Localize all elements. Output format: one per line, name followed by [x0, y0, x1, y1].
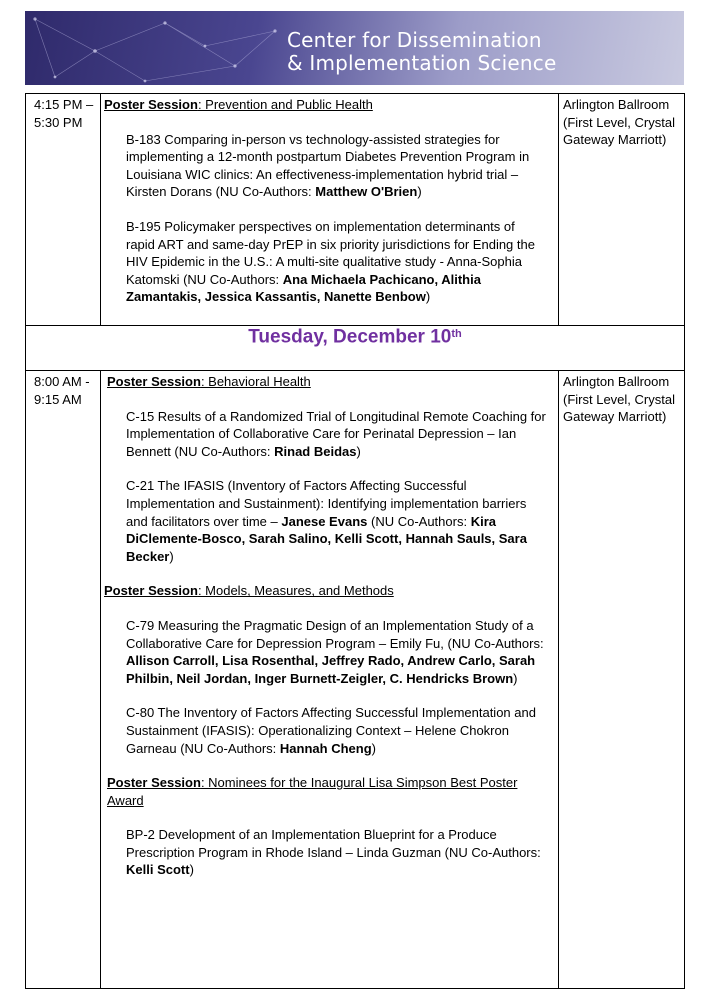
schedule-table [25, 93, 685, 989]
time-start: 4:15 PM – [34, 97, 94, 112]
schedule-row-1 [26, 94, 685, 326]
session-heading: Poster Session: Prevention and Public Health [104, 97, 373, 112]
location-cell: Arlington Ballroom (First Level, Crystal Gateway Marriott) [559, 94, 685, 326]
schedule-row-2 [26, 371, 685, 989]
poster-entry-b195: B-195 Policymaker perspectives on implementation determinants of rapid ART and same-day PrEP in six priority jurisdictions for Ending the HIV Epidemic in the U.S.: A multi-site qualitative study - Anna-Sophia Katomski (NU Co-Authors: Ana Michaela Pachicano, Alithia Zamantakis, Jessica Kassantis, Nanette Benbow) [126, 218, 535, 305]
org-name-line1: Center for Dissemination [287, 28, 542, 52]
org-name-line2: & Implementation Science [287, 51, 557, 75]
poster-entry-b183: B-183 Comparing in-person vs technology-assisted strategies for implementing a 12-month postpartum Diabetes Prevention Program in Louisiana WIC clinics: An effectiveness-implementation hybrid trial – Kirsten Dorans (NU Co-Authors: Matthew O'Brien) [126, 131, 530, 200]
header-banner [25, 11, 684, 85]
poster-entry-c21: C-21 The IFASIS (Inventory of Factors Affecting Successful Implementation and Sustainment): Identifying implementation barriers and facilitators over time – Janese Evans (NU Co-Authors: Kira DiClemente-Bosco, Sarah Salino, Kelli Scott, Hannah Sauls, Sara Becker) [126, 478, 527, 564]
session-cell [101, 94, 559, 326]
poster-entry-c15: C-15 Results of a Randomized Trial of Longitudinal Remote Coaching for Implementation of Collaborative Care for Perinatal Depression – Ian Bennett (NU Co-Authors: Rinad Beidas) [126, 408, 546, 459]
time-cell [26, 371, 101, 989]
location-cell: Arlington Ballroom (First Level, Crystal Gateway Marriott) [559, 371, 685, 989]
session-heading: Poster Session: Behavioral Health [107, 374, 311, 389]
time-start: 8:00 AM - [34, 374, 90, 389]
day-header: Tuesday, December 10th [26, 326, 685, 371]
session-heading: Poster Session: Models, Measures, and Methods [104, 583, 394, 599]
time-cell [26, 94, 101, 326]
day-header-row [26, 326, 685, 371]
poster-entry-bp2: BP-2 Development of an Implementation Blueprint for a Produce Prescription Program in Rhode Island – Linda Guzman (NU Co-Authors: Kelli Scott) [126, 827, 541, 878]
session-heading: Poster Session: Nominees for the Inaugural Lisa Simpson Best Poster Award [107, 775, 518, 808]
time-end: 5:30 PM [34, 114, 83, 130]
session-cell [101, 371, 559, 989]
time-end: 9:15 AM [34, 391, 82, 407]
poster-entry-c80: C-80 The Inventory of Factors Affecting Successful Implementation and Sustainment (IFASIS): Operationalizing Context – Helene Chokron Garneau (NU Co-Authors: Hannah Cheng) [126, 705, 536, 756]
poster-entry-c79: C-79 Measuring the Pragmatic Design of an Implementation Study of a Collaborative Care for Depression Program – Emily Fu, (NU Co-Authors: Allison Carroll, Lisa Rosenthal, Jeffrey Rado, Andrew Carlo, Sarah Philbin, Neil Jordan, Inger Burnett-Zeigler, C. Hendricks Brown) [126, 617, 544, 686]
